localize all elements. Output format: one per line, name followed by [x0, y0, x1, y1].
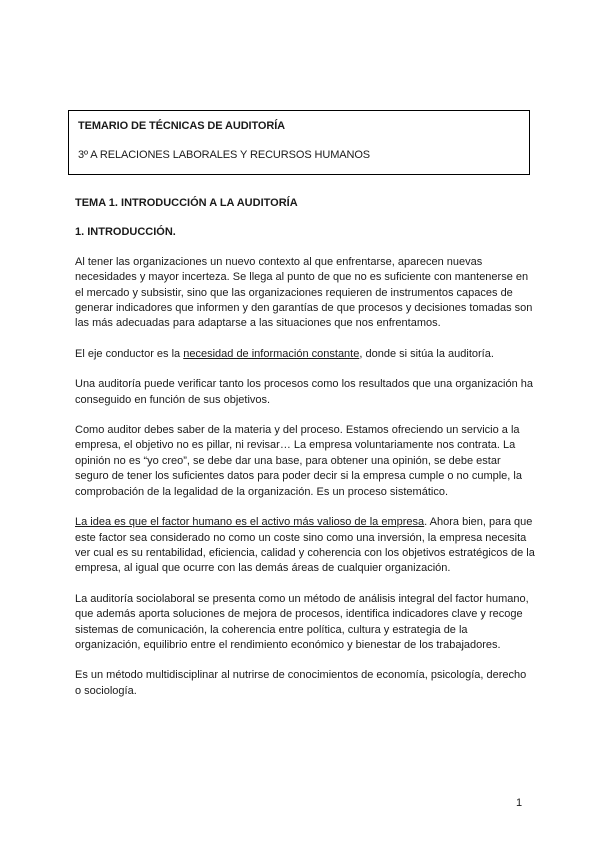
underlined-phrase: La idea es que el factor humano es el activo más valioso de la empresa [75, 516, 425, 529]
paragraph-text: , donde si sitúa la auditoría. [359, 347, 494, 360]
document-body [75, 196, 535, 714]
paragraph-context: Al tener las organizaciones un nuevo contexto al que enfrentarse, aparecen nuevas necesidades y mayor incerteza. Se llega al punto de que no es suficiente con mantenerse en el mercado y subsistir, sino que las organizaciones requieren de instrumentos capaces de generar indicadores que informen y den garantías de que procesos y decisiones tomadas son las más adecuadas para adaptarse a las situaciones que nos enfrentamos. [75, 255, 533, 330]
paragraph-sociolaboral: La auditoría sociolaboral se presenta como un método de análisis integral del factor humano, que además aporta soluciones de mejora de procesos, identifica indicadores clave y recoge sistemas de comunicación, la coherencia entre política, cultura y estrategia de la organización, equilibrio entre el rendimiento económico y bienestar de los trabajadores. [75, 592, 529, 651]
document-title: TEMARIO DE TÉCNICAS DE AUDITORÍA [78, 120, 286, 132]
paragraph-text: El eje conductor es la [75, 347, 184, 360]
paragraph-text: . Ahora bien, para que este factor sea considerado no como un coste sino como una inversión, la empresa necesita ver cual es su rentabilidad, eficiencia, calidad y coherencia con los objetivos estratégicos de la empresa, al igual que ocurre con las demás áreas de cualquier organización. [75, 516, 535, 575]
course-subtitle: 3º A RELACIONES LABORALES Y RECURSOS HUMANOS [78, 149, 371, 161]
paragraph-auditor: Como auditor debes saber de la materia y del proceso. Estamos ofreciendo un servicio a la empresa, el objetivo no es pillar, ni revisar… La empresa voluntariamente nos contrata. La opinión no es “yo creo”, se debe dar una base, para obtener una opinión, se debe estar seguro de tener los suficientes datos para poder decir si la empresa cumple o no cumple, la comprobación de la legalidad de la organización. Es un proceso sistemático. [75, 424, 522, 498]
section-heading: 1. INTRODUCCIÓN. [75, 226, 176, 239]
page-number: 1 [516, 797, 523, 809]
underlined-phrase: necesidad de información constante [183, 347, 360, 360]
paragraph-factor-humano [75, 515, 535, 577]
title-box [68, 110, 530, 175]
paragraph-multidisciplinar: Es un método multidisciplinar al nutrirse de conocimientos de economía, psicología, derecho o sociología. [75, 669, 527, 697]
paragraph-eje-conductor [75, 347, 535, 362]
paragraph-verificar: Una auditoría puede verificar tanto los procesos como los resultados que una organización ha conseguido en función de sus objetivos. [75, 378, 533, 406]
tema-heading: TEMA 1. INTRODUCCIÓN A LA AUDITORÍA [75, 197, 298, 209]
